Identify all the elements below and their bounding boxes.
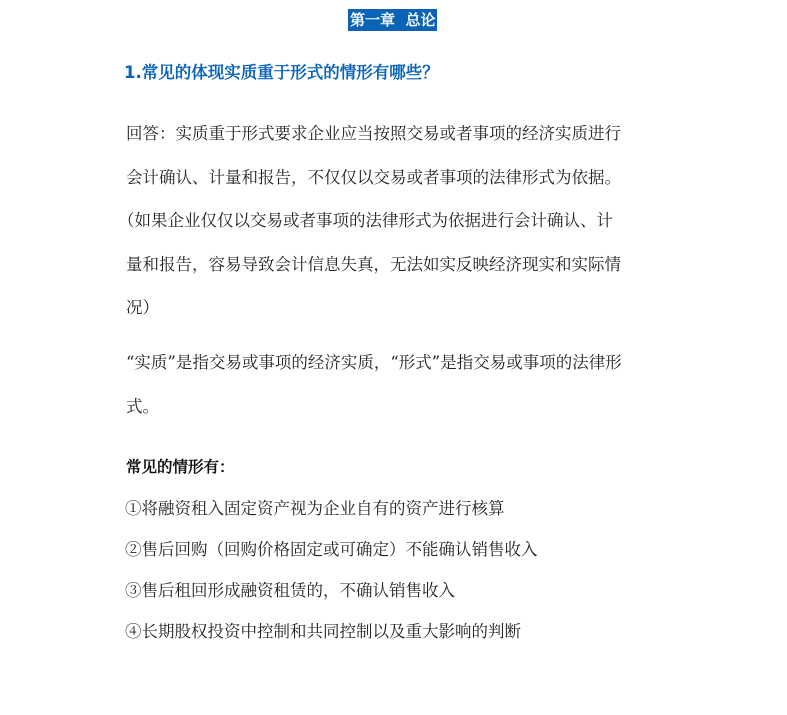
answer-paragraph bbox=[118, 112, 621, 330]
cases-list bbox=[125, 488, 538, 652]
definition-line: 式。 bbox=[126, 396, 159, 416]
list-item: ④长期股权投资中控制和共同控制以及重大影响的判断 bbox=[125, 622, 521, 641]
chapter-title: 第一章 总论 bbox=[350, 11, 436, 29]
definition-line: “实质”是指交易或事项的经济实质，“形式”是指交易或事项的法律形 bbox=[126, 353, 622, 372]
answer-line: 况） bbox=[126, 298, 159, 317]
answer-line: 会计确认、计量和报告，不仅仅以交易或者事项的法律形式为依据。 bbox=[126, 167, 621, 187]
list-item: ②售后回购（回购价格固定或可确定）不能确认销售收入 bbox=[125, 540, 538, 559]
list-item: ③售后租回形成融资租赁的，不确认销售收入 bbox=[125, 581, 455, 600]
answer-line: 回答：实质重于形式要求企业应当按照交易或者事项的经济实质进行 bbox=[126, 124, 621, 143]
cases-heading: 常见的情形有： bbox=[126, 458, 235, 476]
question-heading: 1.常见的体现实质重于形式的情形有哪些？ bbox=[124, 63, 439, 82]
answer-line: （如果企业仅仅以交易或者事项的法律形式为依据进行会计确认、计 bbox=[118, 211, 613, 230]
answer-line: 量和报告，容易导致会计信息失真，无法如实反映经济现实和实际情 bbox=[126, 254, 621, 274]
list-item: ①将融资租入固定资产视为企业自有的资产进行核算 bbox=[125, 499, 505, 518]
definition-paragraph bbox=[126, 341, 622, 428]
